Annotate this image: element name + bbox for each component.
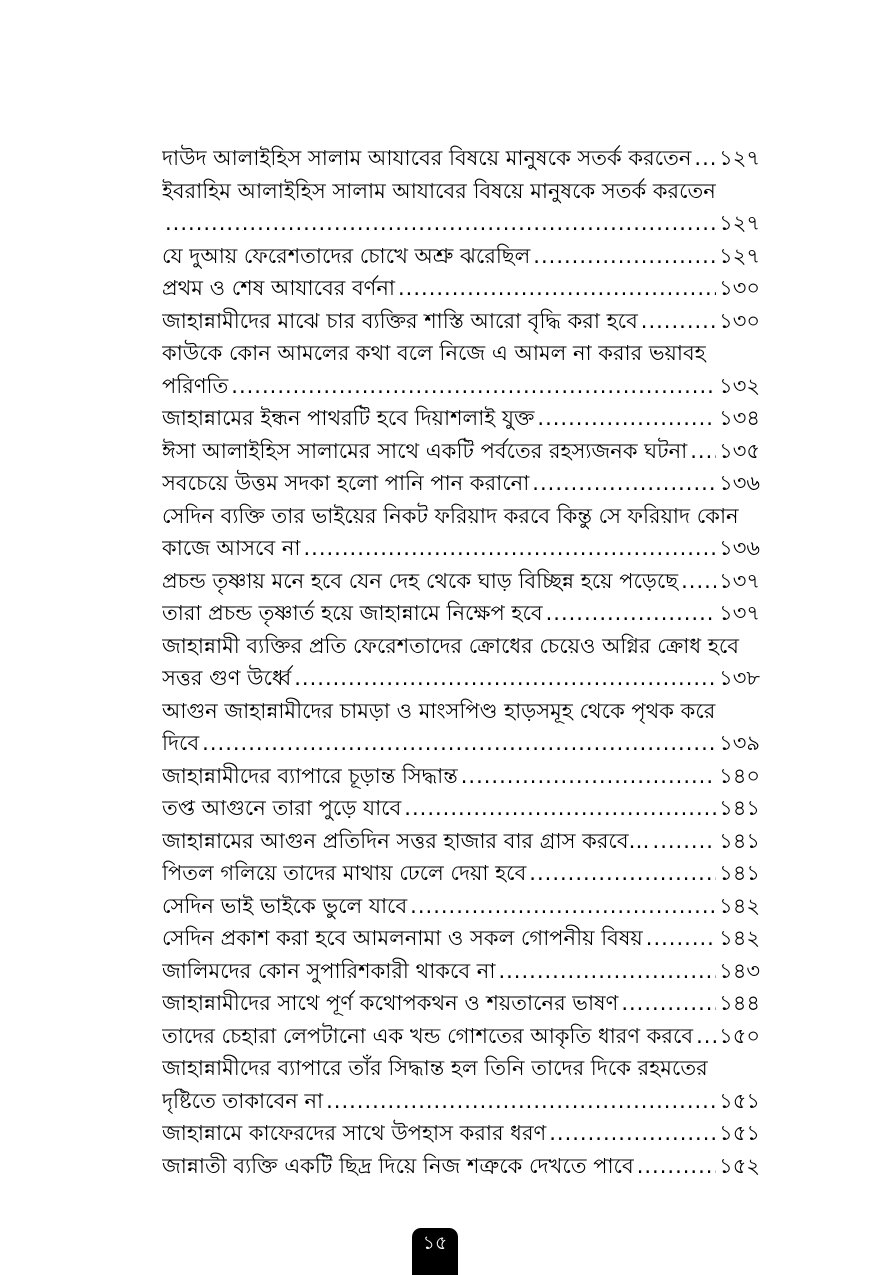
toc-entry-page: ১৩৬ [719,536,760,560]
toc-entry [162,1117,760,1150]
toc-entry-title: দাউদ আলাইহিস সালাম আযাবের বিষয়ে মানুষকে সতর্ক করতেন [162,146,692,170]
toc-entry-title: ইবরাহিম আলাইহিস সালাম আযাবের বিষয়ে মানুষকে সতর্ক করতেন [162,178,716,203]
dot-leader [537,402,716,435]
dot-leader [549,1117,716,1150]
toc-entry-page: ১৩৭ [719,601,760,625]
dot-leader [202,727,716,760]
toc-entry-title: ঈসা আলাইহিস সালামের সাথে একটি পর্বতের রহস্যজনক ঘটনা [162,438,688,463]
toc-entry-page: ১৫১ [719,1088,760,1113]
dot-leader [637,1150,716,1183]
toc-entry-title-continuation: সত্তর গুণ উর্ধ্বে [162,666,292,690]
toc-entry-title-continuation: দিবে [162,731,200,755]
toc-entry-title: সেদিন ব্যক্তি তার ভাইয়ের নিকট ফরিয়াদ করবে কিন্তু সে ফরিয়াদ কোন [162,503,739,528]
toc-entry-title-line [162,500,760,533]
toc-entry [162,1150,760,1183]
toc-entry-page: ১৪১ [719,828,760,853]
toc-entry [162,272,760,305]
toc-entry-page: ১৩৪ [719,406,760,430]
toc-entry-page: ১২৭ [719,243,760,268]
toc-entry-page: ১৩৬ [719,471,760,495]
dot-leader [410,890,716,923]
toc-entry-title: জাহান্নামে কাফেরদের সাথে উপহাস করার ধরণ [162,1121,547,1145]
toc-entry-title-line [162,337,760,370]
toc-entry-continuation-line [162,1085,760,1118]
toc-entry-continuation-line [162,370,760,403]
toc-entry [162,987,760,1020]
toc-entry [162,402,760,435]
dot-leader [681,565,716,598]
toc-entry-page: ১৫২ [719,1153,760,1178]
toc-entry [162,857,760,890]
toc-entry-title-line [162,630,760,663]
toc-entry [162,890,760,923]
toc-entry [162,1020,760,1053]
toc-entry-title: পিতল গলিয়ে তাদের মাথায় ঢেলে দেয়া হবে [162,861,527,885]
toc-entry-title: কাউকে কোন আমলের কথা বলে নিজে এ আমল না করার ভয়াবহ [162,341,706,365]
toc-entry-page: ১৪১ [719,796,760,820]
dot-leader [696,1020,716,1053]
toc-entry-page: ১৪৪ [719,991,760,1015]
dot-leader [546,597,716,630]
toc-entry-title: জান্নাতী ব্যক্তি একটি ছিদ্র দিয়ে নিজ শত্রুকে দেখতে পাবে [162,1153,634,1178]
toc-entry-title: সেদিন প্রকাশ করা হবে আমলনামা ও সকল গোপনীয় বিষয় [162,926,643,950]
toc-entry-page: ১৪০ [719,763,760,788]
toc-entry-title: জাহান্নামীদের ব্যাপারে তাঁর সিদ্ধান্ত হল তিনি তাদের দিকে রহমতের [162,1056,708,1080]
toc-entry-page: ১৪১ [719,861,760,885]
toc-entry-page: ১২৭ [719,211,760,235]
toc-entry-page: ১৪২ [719,893,760,918]
toc-entry [162,760,760,793]
toc-entry [162,435,760,468]
dot-leader [165,207,716,240]
toc-entry-title: জাহান্নামের আগুন প্রতিদিন সত্তর হাজার বার গ্রাস করবে… [162,828,650,853]
toc-entry-page: ১৩৫ [719,438,760,463]
dot-leader [231,370,716,403]
dot-leader [398,272,716,305]
dot-leader [326,1085,716,1118]
toc-entry-title-continuation: কাজে আসবে না [162,536,301,560]
toc-entry-page: ১৩৮ [719,666,760,690]
dot-leader [646,922,716,955]
toc-entry-title: আগুন জাহান্নামীদের চামড়া ও মাংসপিণ্ড হাড়সমূহ থেকে পৃথক করে [162,698,716,723]
toc-entry-title: সেদিন ভাই ভাইকে ভুলে যাবে [162,893,408,918]
toc-entry-continuation-line [162,532,760,565]
toc-entry-title: প্রচন্ড তৃষ্ণায় মনে হবে যেন দেহ থেকে ঘাড় বিচ্ছিন্ন হয়ে পড়েছে [162,568,679,593]
dot-leader [533,240,716,273]
toc-entry-continuation-line [162,662,760,695]
toc-entry-title: তারা প্রচন্ড তৃষ্ণার্ত হয়ে জাহান্নামে নিক্ষেপ হবে [162,601,543,625]
toc-entry-title: জাহান্নামীদের ব্যাপারে চূড়ান্ত সিদ্ধান্ত [162,763,458,788]
toc-entry-title: তাদের চেহারা লেপটানো এক খন্ড গোশতের আকৃতি ধারণ করবে [162,1023,694,1048]
toc-entry-page: ১৩০ [719,308,760,333]
toc-entry-page: ১৫০ [719,1023,760,1048]
toc-entry-title: যে দুআয় ফেরেশতাদের চোখে অশ্রু ঝরেছিল [162,243,531,268]
toc-entry-title-line [162,1052,760,1085]
dot-leader [690,435,716,468]
toc-entry-title: জাহান্নামীদের মাঝে চার ব্যক্তির শাস্তি আরো বৃদ্ধি করা হবে [162,308,638,333]
table-of-contents [162,142,760,1182]
toc-entry-title: জালিমদের কোন সুপারিশকারী থাকবে না [162,958,496,983]
toc-entry-page: ১৪৩ [719,958,760,983]
toc-entry-page: ১৩৯ [719,731,760,755]
dot-leader [653,825,717,858]
toc-entry-title: জাহান্নামের ইন্ধন পাথরটি হবে দিয়াশলাই যুক্ত [162,406,535,430]
toc-entry [162,825,760,858]
dot-leader [641,305,716,338]
page-number: ১৫ [422,1232,448,1254]
toc-entry [162,305,760,338]
toc-entry-title: জাহান্নামীদের সাথে পূর্ণ কথোপকথন ও শয়তানের ভাষণ [162,991,619,1015]
dot-leader [498,955,716,988]
toc-entry [162,142,760,175]
toc-entry-title-line [162,175,760,208]
toc-entry-continuation-line [162,207,760,240]
toc-entry [162,597,760,630]
toc-entry-title: সবচেয়ে উত্তম সদকা হলো পানি পান করানো [162,471,530,495]
toc-entry [162,240,760,273]
toc-entry-title-line [162,695,760,728]
toc-entry-page: ১২৭ [719,146,760,170]
dot-leader [529,857,716,890]
toc-entry-page: ১৩০ [719,276,760,300]
toc-entry [162,922,760,955]
toc-entry-continuation-line [162,727,760,760]
toc-entry-page: ১৪২ [719,926,760,950]
dot-leader [461,760,716,793]
dot-leader [621,987,716,1020]
dot-leader [694,142,716,175]
dot-leader [303,532,716,565]
toc-entry-page: ১৩৭ [719,568,760,593]
toc-entry-title: জাহান্নামী ব্যক্তির প্রতি ফেরেশতাদের ক্রোধের চেয়েও অগ্নির ক্রোধ হবে [162,633,739,658]
dot-leader [532,467,716,500]
toc-entry-page: ১৩২ [719,373,760,398]
toc-entry-title: তপ্ত আগুনে তারা পুড়ে যাবে [162,796,402,820]
toc-entry [162,792,760,825]
toc-entry-title-continuation: দৃষ্টিতে তাকাবেন না [162,1088,324,1113]
toc-entry-title: প্রথম ও শেষ আযাবের বর্ণনা [162,276,395,300]
toc-entry-page: ১৫১ [719,1121,760,1145]
dot-leader [294,662,716,695]
dot-leader [404,792,716,825]
toc-entry [162,565,760,598]
page-number-tab [412,1228,458,1275]
toc-entry [162,467,760,500]
toc-entry [162,955,760,988]
toc-entry-title-continuation: পরিণতি [162,373,229,398]
